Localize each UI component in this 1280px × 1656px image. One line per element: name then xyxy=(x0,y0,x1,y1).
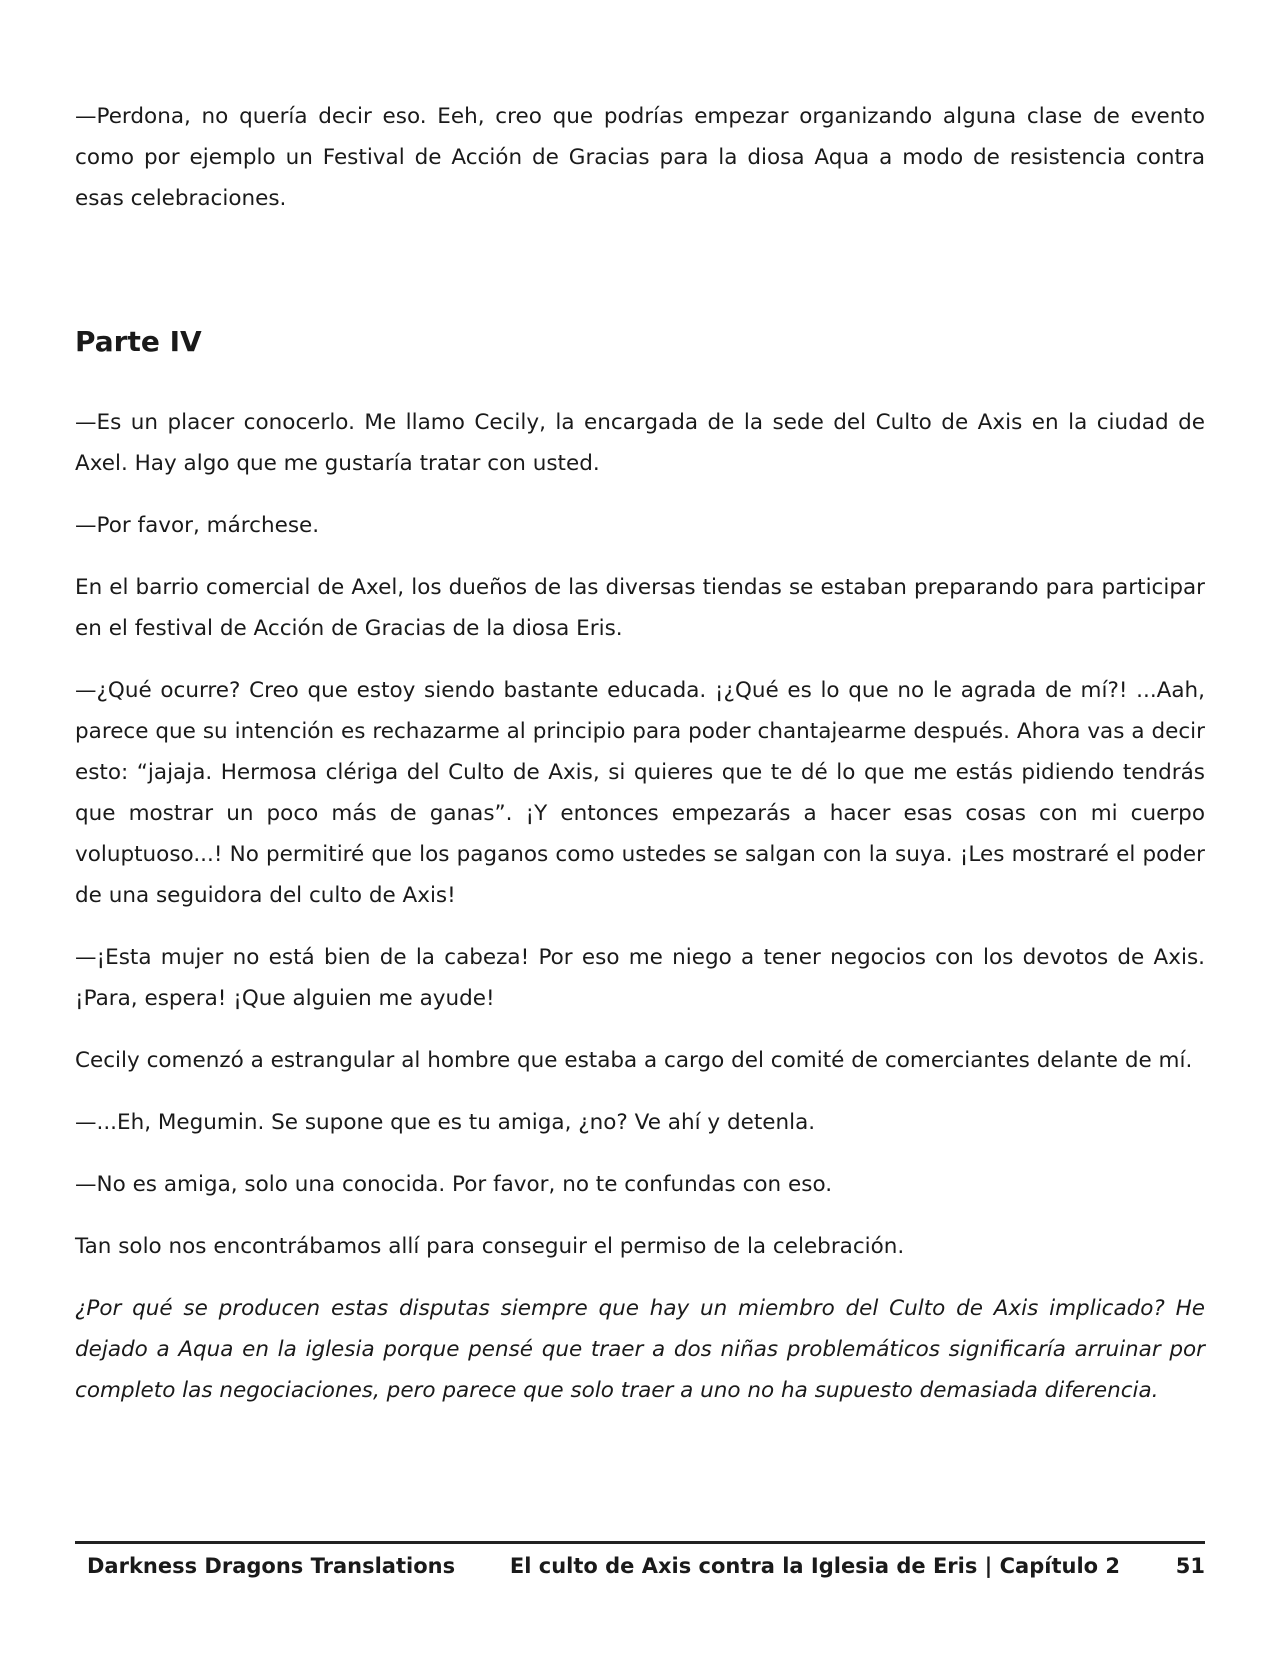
paragraph: En el barrio comercial de Axel, los dueños de las diversas tiendas se estaban preparando para participar en el festival de Acción de Gracias de la diosa Eris. xyxy=(75,575,1205,641)
paragraph: Tan solo nos encontrábamos allí para conseguir el permiso de la celebración. xyxy=(75,1234,905,1259)
paragraph: —Por favor, márchese. xyxy=(75,513,320,538)
paragraph: Cecily comenzó a estrangular al hombre que estaba a cargo del comité de comerciantes delante de mí. xyxy=(75,1048,1193,1073)
footer-divider xyxy=(75,1541,1205,1544)
section-heading: Parte IV xyxy=(75,325,202,358)
intro-paragraph: —Perdona, no quería decir eso. Eeh, creo que podrías empezar organizando alguna clase de evento como por ejemplo un Festival de Acción de Gracias para la diosa Aqua a modo de resistencia contra esas celebraciones. xyxy=(75,104,1205,211)
footer-group-name: Darkness Dragons Translations xyxy=(87,1554,456,1578)
paragraph: —¡Esta mujer no está bien de la cabeza! Por eso me niego a tener negocios con los devotos de Axis. ¡Para, espera! ¡Que alguien me ayude! xyxy=(75,945,1205,1011)
intro-block xyxy=(75,96,1205,219)
section-body xyxy=(75,402,1205,1432)
paragraph: —No es amiga, solo una conocida. Por favor, no te confundas con eso. xyxy=(75,1172,833,1197)
page-footer xyxy=(75,1554,1205,1590)
page-number: 51 xyxy=(1175,1554,1205,1578)
italic-paragraph: ¿Por qué se producen estas disputas siempre que hay un miembro del Culto de Axis implicado? He dejado a Aqua en la iglesia porque pensé que traer a dos niñas problemáticos significaría arruinar por completo las negociaciones, pero parece que solo traer a uno no ha supuesto demasiada diferencia. xyxy=(75,1296,1205,1403)
paragraph: —¿Qué ocurre? Creo que estoy siendo bastante educada. ¡¿Qué es lo que no le agrada de mí?! ...Aah, parece que su intención es rechazarme al principio para poder chantajearme después. Ahora vas a decir esto: “jajaja. Hermosa clériga del Culto de Axis, si quieres que te dé lo que me estás pidiendo tendrás que mostrar un poco más de ganas”. ¡Y entonces empezarás a hacer esas cosas con mi cuerpo voluptuoso...! No permitiré que los paganos como ustedes se salgan con la suya. ¡Les mostraré el poder de una seguidora del culto de Axis! xyxy=(75,678,1205,908)
footer-chapter-title: El culto de Axis contra la Iglesia de Eris | Capítulo 2 xyxy=(509,1554,1120,1578)
paragraph: —...Eh, Megumin. Se supone que es tu amiga, ¿no? Ve ahí y detenla. xyxy=(75,1110,816,1135)
paragraph: —Es un placer conocerlo. Me llamo Cecily, la encargada de la sede del Culto de Axis en la ciudad de Axel. Hay algo que me gustaría tratar con usted. xyxy=(75,410,1205,476)
